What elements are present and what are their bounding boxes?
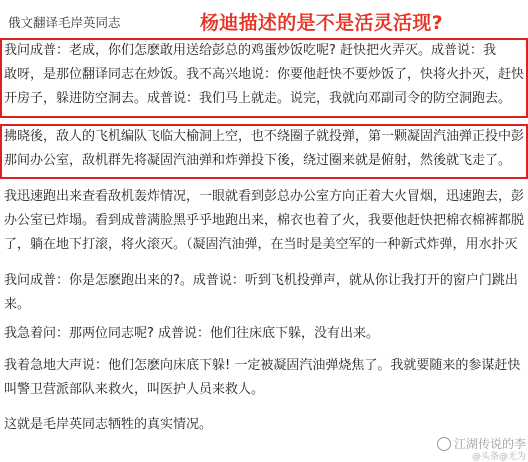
article-tag: 俄文翻译毛岸英同志 xyxy=(8,15,121,30)
watermark-text: 江湖传说的李 xyxy=(453,437,526,451)
paragraph-1-line-1: 我问成普：老成，你们怎麽敢用送给彭总的鸡蛋炒饭吃呢? 赶快把火弄灭。成普说：我 xyxy=(4,43,497,58)
headline: 杨迪描述的是不是活灵活现? xyxy=(200,12,443,34)
watermark-sub: @头条@无为 xyxy=(471,452,526,462)
paragraph-3-line-1: 我迅速跑出来查看敌机轰炸情况，一眼就看到彭总办公室方向正着大火冒烟，迅速跑去，彭 xyxy=(4,189,525,204)
paragraph-2-line-2: 那间办公室，敌机群先将凝固汽油弹和炸弹投下後，绕过圈来就是俯射，然後就飞走了。 xyxy=(4,153,512,168)
paragraph-4-line-1: 我问成普：你是怎麽跑出来的?。成普说：听到飞机投弹声，就从你让我打开的窗户门跳出 xyxy=(4,273,518,288)
paragraph-7-line-1: 这就是毛岸英同志牺牲的真实情况。 xyxy=(4,417,213,432)
paragraph-6-line-2: 叫警卫营派部队来救火，叫医护人员来救人。 xyxy=(4,382,265,397)
paragraph-1-line-2: 敢呀，是那位翻译同志在炒饭。我不高兴地说：你要他赶快不要炒饭了，快将火扑灭，赶快 xyxy=(4,67,525,82)
chat-bubble-icon xyxy=(437,437,451,451)
paragraph-2-line-1: 拂晓後，敌人的飞机编队飞临大榆洞上空，也不绕圈子就投弹，第一颗凝固汽油弹正投中彭 xyxy=(4,129,525,144)
paragraph-3-line-3: 了，躺在地下打滚，将火滚灭。（凝固汽油弹，在当时是美空军的一种新式炸弹，用水扑灭 xyxy=(4,237,518,252)
paragraph-1-line-3: 开房子，躲进防空洞去。成普说：我们马上就走。说完，我就向邓副司令的防空洞跑去。 xyxy=(4,91,512,106)
paragraph-3-line-2: 办公室已炸塌。看到成普满脸黑乎乎地跑出来，棉衣也着了火，我要他赶快把棉衣棉裤都脱 xyxy=(4,213,525,228)
paragraph-4-line-2: 来。 xyxy=(4,297,31,312)
paragraph-5-line-1: 我急着问：那两位同志呢? 成普说：他们往床底下躲，没有出来。 xyxy=(4,326,380,341)
paragraph-6-line-1: 我着急地大声说：他们怎麽向床底下躲! 一定被凝固汽油弹烧焦了。我就要随来的参谋赶快 xyxy=(4,358,521,373)
